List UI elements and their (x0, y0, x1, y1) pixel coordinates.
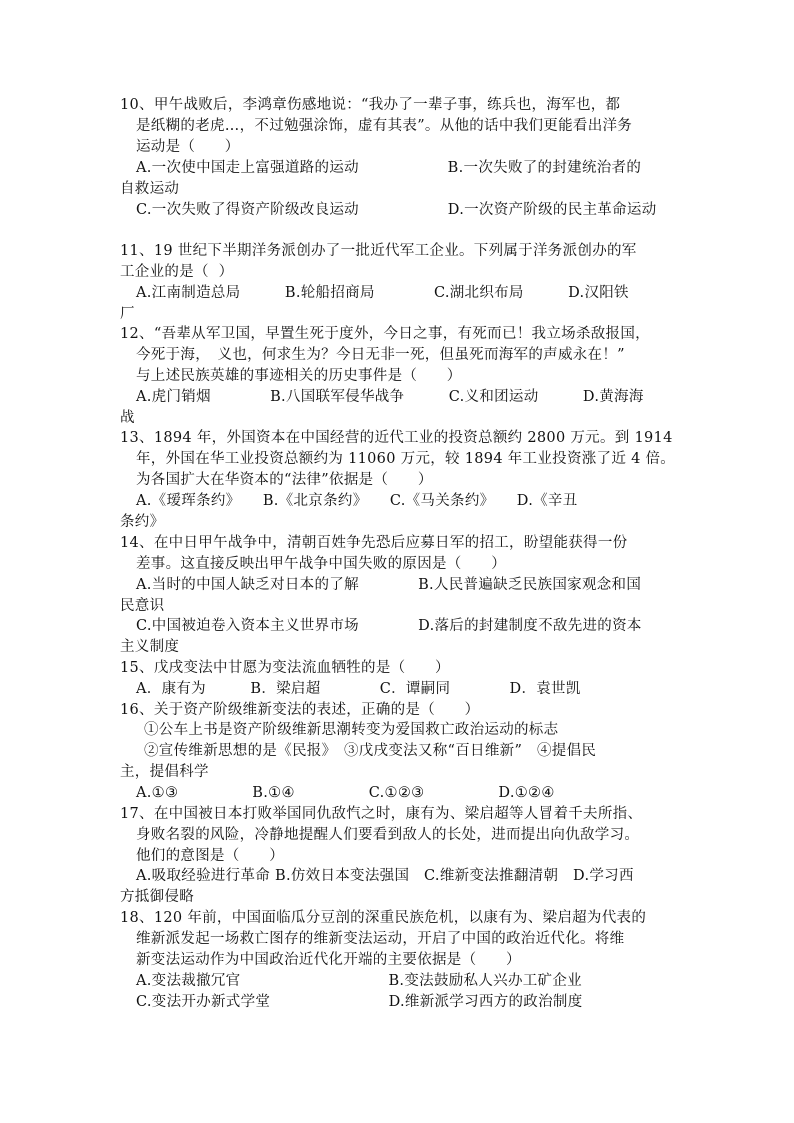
question-stem: 维新派发起一场救亡图存的维新变法运动，开启了中国的政治近代化。将维 (136, 931, 625, 947)
answer-options: 战 (120, 410, 135, 426)
answer-options: C.一次失败了得资产阶级改良运动 D.一次资产阶级的民主革命运动 (136, 202, 657, 218)
question-stem: 新变法运动作为中国政治近代化开端的主要依据是（ ） (136, 952, 521, 968)
answer-options: A.江南制造总局 B.轮船招商局 C.湖北织布局 D.汉阳铁 (136, 285, 629, 301)
answer-options: 自救运动 (120, 181, 180, 197)
question-stem: 身败名裂的风险，冷静地提醒人们要看到敌人的长处，进而提出向仇敌学习。 (136, 827, 640, 843)
answer-options: C.变法开办新式学堂 D.维新派学习西方的政治制度 (136, 994, 583, 1010)
question-stem: 他们的意图是（ ） (136, 848, 284, 864)
question-stem: 18、120 年前，中国面临瓜分豆剖的深重民族危机，以康有为、梁启超为代表的 (120, 910, 647, 926)
question-stem: 运动是（ ） (136, 139, 240, 155)
answer-options: A.虎门销烟 B.八国联军侵华战争 C.义和团运动 D.黄海海 (136, 389, 644, 405)
answer-options: A.《瑷珲条约》 B.《北京条约》 C.《马关条约》 D.《辛丑 (136, 493, 578, 509)
question-stem: 10、甲午战败后，李鸿章伤感地说：“我办了一辈子事，练兵也，海军也，都 (120, 97, 621, 113)
answer-options: 方抵御侵略 (120, 889, 194, 905)
question-stem: ②宣传维新思想的是《民报》 ③戊戌变法又称“百日维新” ④提倡民 (144, 743, 597, 759)
question-stem: 13、1894 年，外国资本在中国经营的近代工业的投资总额约 2800 万元。到 1914 (120, 430, 673, 446)
answer-options: A.一次使中国走上富强道路的运动 B.一次失败了的封建统治者的 (136, 160, 642, 176)
question-stem: 年，外国在华工业投资总额约为 11060 万元，较 1894 年工业投资涨了近 4 倍。 (136, 451, 676, 467)
answer-options: 主义制度 (120, 639, 180, 655)
answer-options: 民意识 (120, 598, 165, 614)
question-stem: 17、在中国被日本打败举国同仇敌忾之时，康有为、梁启超等人冒着千夫所指、 (120, 806, 643, 822)
answer-options: A.①③ B.①④ C.①②③ D.①②④ (136, 785, 555, 801)
question-stem: 11、19 世纪下半期洋务派创办了一批近代军工企业。下列属于洋务派创办的军 (120, 243, 637, 259)
answer-options: A．康有为 B．梁启超 C．谭嗣同 D．袁世凯 (136, 681, 581, 697)
answer-options: A.当时的中国人缺乏对日本的了解 B.人民普遍缺乏民族国家观念和国 (136, 577, 642, 593)
question-stem: 是纸糊的老虎…，不过勉强涂饰，虚有其表”。从他的话中我们更能看出洋务 (136, 118, 633, 134)
question-stem: 12、“吾辈从军卫国，早置生死于度外，今日之事，有死而已！我立场杀敌报国， (120, 326, 650, 342)
question-stem: 为各国扩大在华资本的“法律”依据是（ ） (136, 472, 433, 488)
answer-options: 条约》 (120, 514, 165, 530)
question-stem: 差事。这直接反映出甲午战争中国失败的原因是（ ） (136, 556, 506, 572)
question-stem: ①公车上书是资产阶级维新思潮转变为爱国救亡政治运动的标志 (144, 722, 559, 738)
answer-options: 厂 (120, 306, 135, 322)
question-stem: 14、在中日甲午战争中，清朝百姓争先恐后应募日军的招工，盼望能获得一份 (120, 535, 628, 551)
question-stem: 主，提倡科学 (120, 764, 209, 780)
question-stem: 今死于海， 义也，何求生为？今日无非一死，但虽死而海军的声威永在！” (136, 347, 625, 363)
question-stem: 16、关于资产阶级维新变法的表述，正确的是（ ） (120, 702, 480, 718)
question-stem: 与上述民族英雄的事迹相关的历史事件是（ ） (136, 368, 462, 384)
answer-options: A.吸取经验进行革命 B.仿效日本变法强国 C.维新变法推翻清朝 D.学习西 (136, 868, 634, 884)
answer-options: C.中国被迫卷入资本主义世界市场 D.落后的封建制度不敌先进的资本 (136, 618, 642, 634)
question-stem: 15、戊戌变法中甘愿为变法流血牺牲的是（ ） (120, 660, 450, 676)
answer-options: A.变法裁撤冗官 B.变法鼓励私人兴办工矿企业 (136, 973, 582, 989)
question-stem: 工企业的是（ ） (120, 264, 234, 280)
